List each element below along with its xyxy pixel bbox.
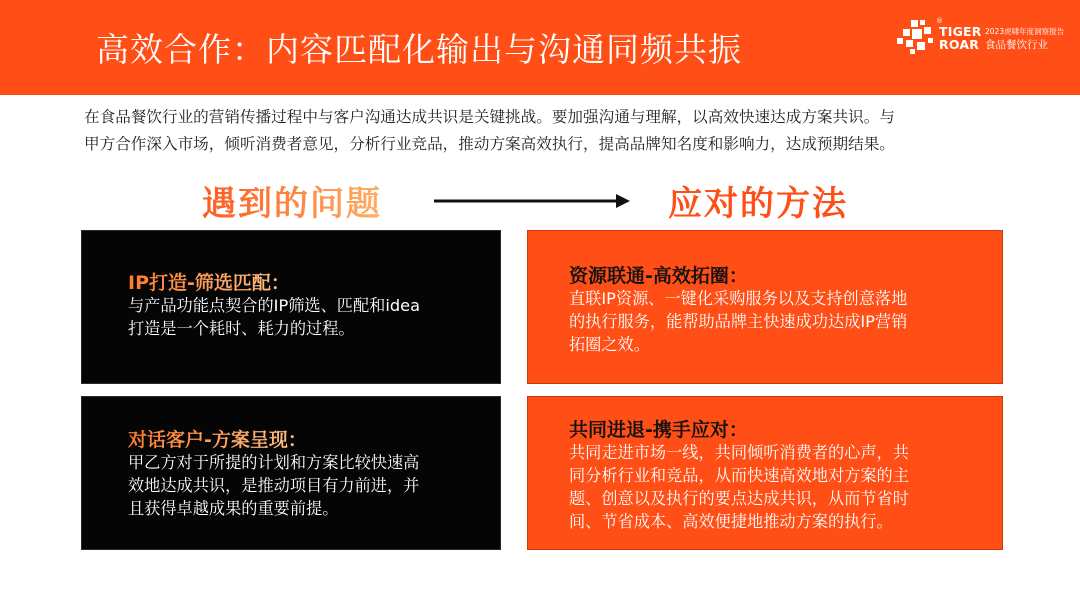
problem-card-line: 效地达成共识，是推动项目有力前进，并	[128, 476, 420, 495]
right-arrow-icon	[434, 191, 630, 211]
intro-paragraph	[84, 104, 1024, 158]
problem-card-line: 甲乙方对于所提的计划和方案比较快速高	[128, 453, 420, 472]
solution-card-line: 同分析行业和竞品，从而快速高效地对方案的主	[569, 466, 909, 485]
problem-card-title: 对话客户-方案呈现：	[128, 425, 307, 452]
problem-card-title: IP打造-筛选匹配：	[128, 268, 290, 295]
problems-heading: 遇到的问题	[202, 176, 382, 225]
problem-card-body	[128, 294, 420, 340]
logo-industry-name: 食品餐饮行业	[985, 39, 1048, 51]
solution-card-title: 共同进退-携手应对：	[569, 419, 748, 441]
logo-word-tiger: TIGER	[939, 24, 982, 39]
solution-card-title: 资源联通-高效拓圈：	[569, 265, 748, 287]
header-bar	[0, 0, 1080, 95]
intro-line: 在食品餐饮行业的营销传播过程中与客户沟通达成共识是关键挑战。要加强沟通与理解，以高效快速达成方案共识。与	[84, 108, 895, 126]
problem-card-line: 与产品功能点契合的IP筛选、匹配和idea	[128, 296, 420, 315]
solution-card-body	[569, 441, 909, 533]
solution-card-line: 共同走进市场一线，共同倾听消费者的心声，共	[569, 443, 909, 462]
solution-card-line: 间、节省成本、高效便捷地推动方案的执行。	[569, 512, 893, 531]
solution-card-line: 拓圈之效。	[569, 335, 650, 354]
solution-card-line: 题、创意以及执行的要点达成共识，从而节省时	[569, 489, 909, 508]
problem-card-dialogue	[81, 396, 501, 550]
intro-line: 甲方合作深入市场，倾听消费者意见，分析行业竞品，推动方案高效执行，提高品牌知名度和影响力，达成预期结果。	[84, 135, 895, 153]
solution-card-partnership	[527, 396, 1003, 550]
logo-pixel-mark-icon	[897, 16, 939, 56]
solutions-heading: 应对的方法	[668, 184, 848, 224]
logo-report-name: 2023虎啸年度洞察报告	[985, 27, 1065, 36]
logo-word-roar: ROAR	[939, 37, 980, 52]
solution-card-line: 的执行服务，能帮助品牌主快速成功达成IP营销	[569, 312, 908, 331]
solution-card-resources	[527, 230, 1003, 384]
problem-card-line: 且获得卓越成果的重要前提。	[128, 499, 339, 518]
logo-registered-mark: ®	[936, 17, 943, 25]
solution-card-line: 直联IP资源、一键化采购服务以及支持创意落地	[569, 289, 908, 308]
page-title: 高效合作：内容匹配化输出与沟通同频共振	[96, 30, 742, 69]
solution-card-body	[569, 287, 907, 356]
tiger-roar-logo	[897, 14, 1067, 58]
problem-card-line: 打造是一个耗时、耗力的过程。	[128, 319, 355, 338]
problem-card-body	[128, 451, 419, 520]
problem-card-ip	[81, 230, 501, 384]
